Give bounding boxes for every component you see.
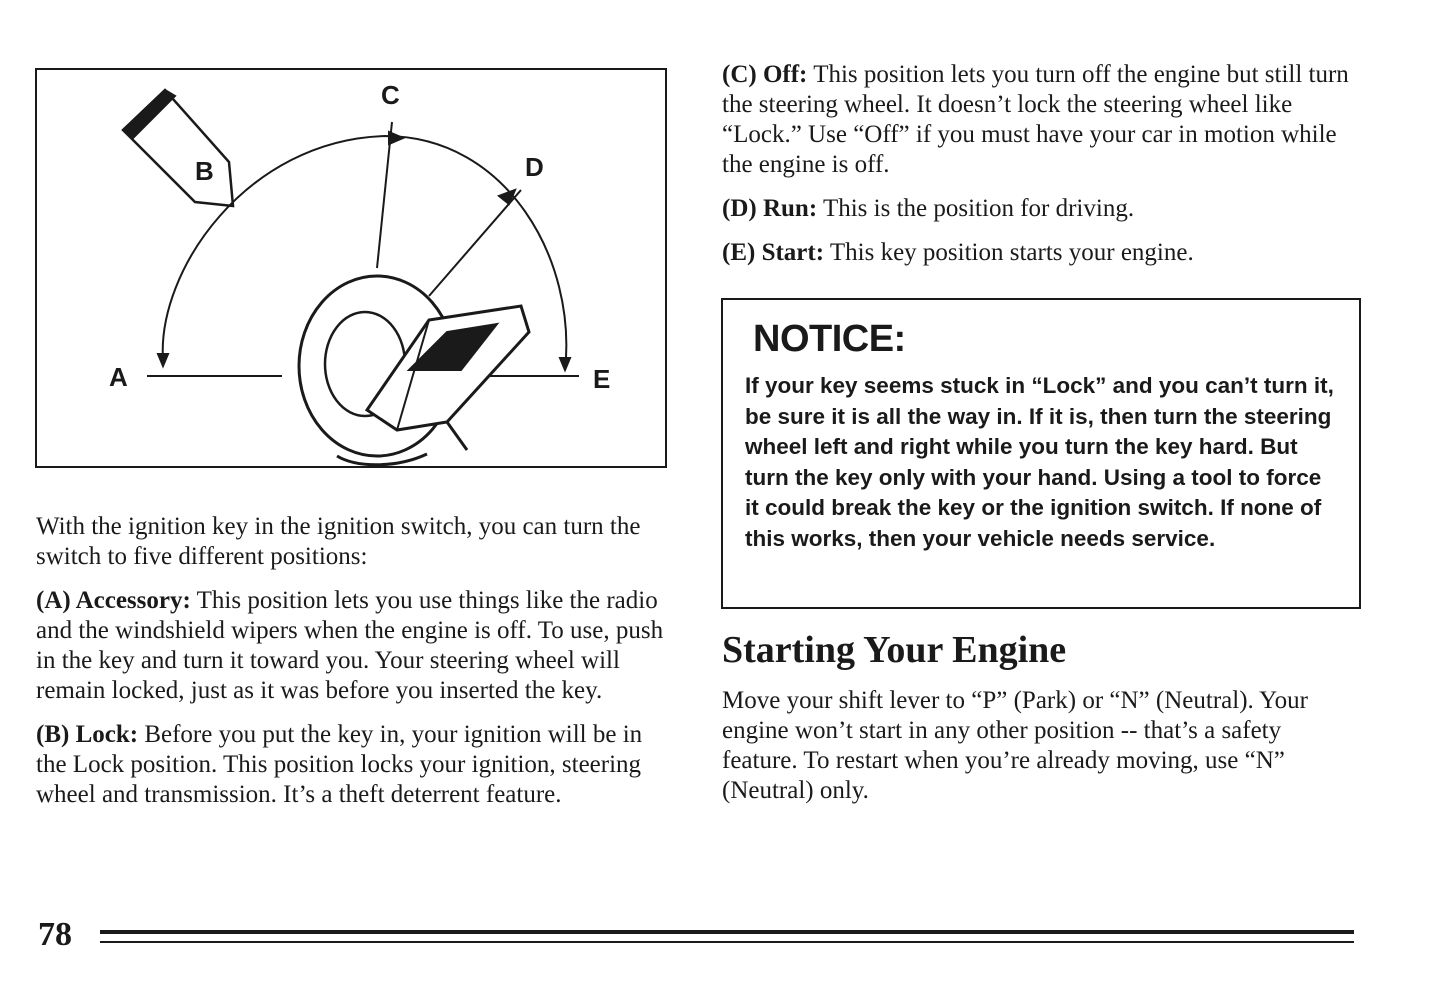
run-text: This is the position for driving. bbox=[822, 195, 1135, 222]
lock-paragraph bbox=[36, 720, 676, 810]
off-label: (C) Off: bbox=[722, 61, 808, 88]
run-label: (D) Run: bbox=[722, 195, 818, 222]
arrow-d bbox=[499, 190, 515, 204]
key-b bbox=[123, 90, 233, 206]
start-label: (E) Start: bbox=[722, 239, 825, 266]
ignition-diagram bbox=[35, 68, 667, 468]
off-text: This position lets you turn off the engine but still turn the steering wheel. It doesn’t lock the steering wheel like “Lock.” Use “Off” if you must have your car in motion while the engine is off. bbox=[722, 61, 1349, 178]
ignition-drawing bbox=[37, 70, 669, 470]
accessory-paragraph bbox=[36, 586, 676, 706]
footer-rule-thick bbox=[100, 930, 1354, 934]
notice-box bbox=[721, 298, 1361, 609]
section-body bbox=[722, 686, 1362, 820]
line-d bbox=[429, 190, 521, 296]
accessory-label: (A) Accessory: bbox=[36, 587, 191, 614]
accessory-text: This position lets you use things like the radio and the windshield wipers when the engine is off. To use, push in the key and turn it toward you. Your steering wheel will remain locked, just as it was before you inserted the key. bbox=[36, 587, 664, 704]
page-number: 78 bbox=[38, 916, 72, 953]
label-a: A bbox=[109, 362, 128, 392]
left-column bbox=[36, 512, 676, 824]
lock-text: Before you put the key in, your ignition will be in the Lock position. This position locks your ignition, steering wheel and transmission. It’s a theft deterrent feature. bbox=[36, 721, 643, 808]
lock-label: (B) Lock: bbox=[36, 721, 139, 748]
arrow-e bbox=[560, 358, 570, 370]
footer-rule-thin bbox=[100, 941, 1354, 943]
start-text: This key position starts your engine. bbox=[829, 239, 1194, 266]
label-c: C bbox=[381, 80, 400, 110]
notice-title: NOTICE: bbox=[753, 318, 906, 360]
off-paragraph bbox=[722, 60, 1362, 180]
start-paragraph bbox=[722, 238, 1362, 268]
run-paragraph bbox=[722, 194, 1362, 224]
section-heading: Starting Your Engine bbox=[722, 629, 1067, 671]
arrow-a bbox=[158, 354, 168, 366]
label-b: B bbox=[195, 156, 214, 186]
right-column bbox=[722, 60, 1362, 282]
label-d: D bbox=[525, 152, 544, 182]
label-e: E bbox=[593, 364, 611, 394]
notice-text: If your key seems stuck in “Lock” and you can’t turn it, be sure it is all the way in. If it is, then turn the steering wheel left and right while you turn the key hard. But turn the key only with your hand. Using a tool to force it could break the key or the ignition switch. If none of this works, then your vehicle needs service. bbox=[745, 373, 1334, 551]
intro-paragraph: With the ignition key in the ignition switch, you can turn the switch to five different positions: bbox=[36, 513, 641, 570]
arrow-c bbox=[389, 132, 403, 144]
section-text: Move your shift lever to “P” (Park) or “N” (Neutral). Your engine won’t start in any other position -- that’s a safety feature. To restart when you’re already moving, use “N” (Neutral) only. bbox=[722, 687, 1308, 804]
